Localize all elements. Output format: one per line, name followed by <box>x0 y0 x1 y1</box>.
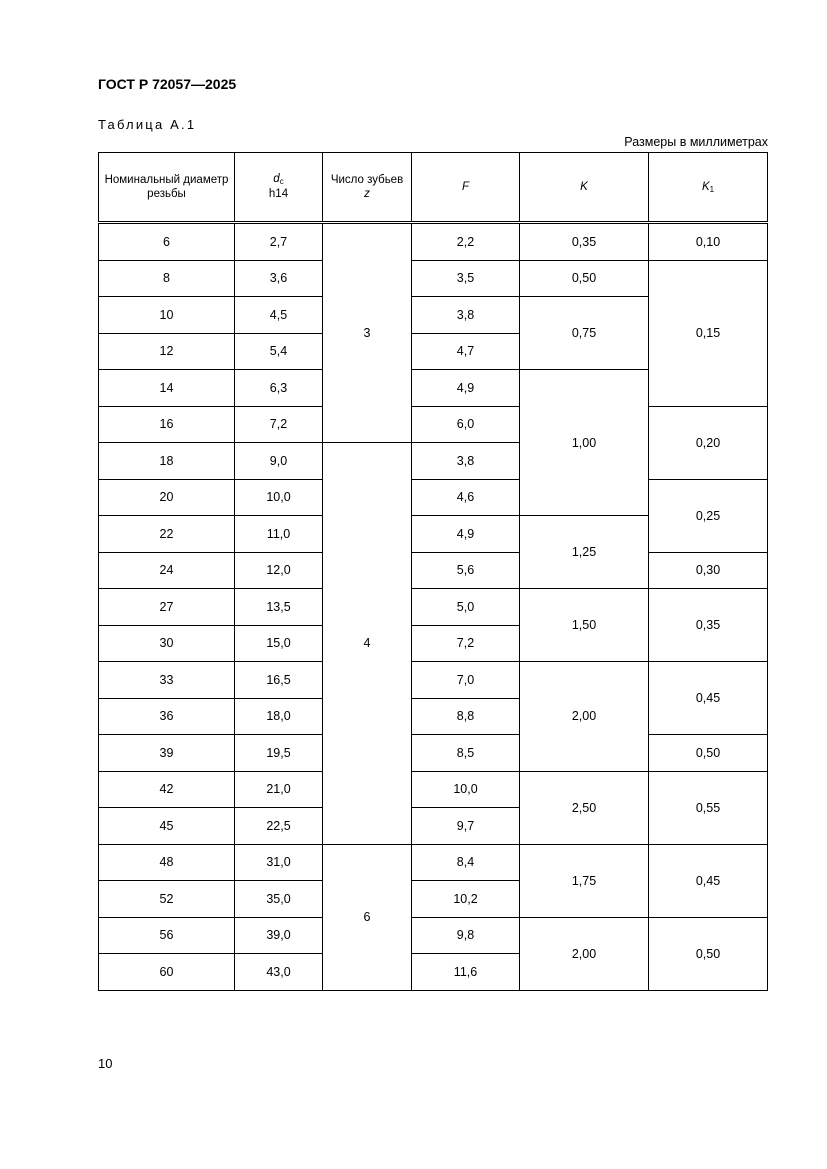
k1-cell: 0,50 <box>649 917 768 990</box>
dc-cell: 6,3 <box>235 370 323 407</box>
f-cell: 9,7 <box>412 808 520 845</box>
header-dc <box>235 153 323 223</box>
page-number: 10 <box>98 1056 113 1071</box>
dc-cell: 39,0 <box>235 917 323 954</box>
f-cell: 5,6 <box>412 552 520 589</box>
f-cell: 7,0 <box>412 662 520 699</box>
dimensions-table <box>98 152 768 991</box>
nominal-cell: 12 <box>99 333 235 370</box>
header-dc-symbol: d <box>273 173 280 186</box>
f-cell: 11,6 <box>412 954 520 991</box>
nominal-cell: 56 <box>99 917 235 954</box>
dc-cell: 43,0 <box>235 954 323 991</box>
nominal-cell: 18 <box>99 443 235 480</box>
nominal-cell: 42 <box>99 771 235 808</box>
k1-cell: 0,35 <box>649 589 768 662</box>
nominal-cell: 22 <box>99 516 235 553</box>
f-cell: 5,0 <box>412 589 520 626</box>
nominal-cell: 33 <box>99 662 235 699</box>
header-teeth-symbol: z <box>364 188 370 200</box>
dc-cell: 31,0 <box>235 844 323 881</box>
teeth-cell: 3 <box>323 223 412 443</box>
units-note: Размеры в миллиметрах <box>624 135 768 149</box>
table-row <box>99 844 768 881</box>
k1-cell: 0,10 <box>649 223 768 261</box>
f-cell: 4,9 <box>412 370 520 407</box>
k-cell: 1,75 <box>520 844 649 917</box>
nominal-cell: 6 <box>99 223 235 261</box>
k1-cell: 0,30 <box>649 552 768 589</box>
table-row <box>99 406 768 443</box>
f-cell: 8,8 <box>412 698 520 735</box>
table-row <box>99 223 768 261</box>
nominal-cell: 20 <box>99 479 235 516</box>
k-cell: 0,50 <box>520 260 649 297</box>
nominal-cell: 14 <box>99 370 235 407</box>
header-nominal-diameter-label: Номинальный диаметр резьбы <box>104 173 229 200</box>
dc-cell: 4,5 <box>235 297 323 334</box>
table-row <box>99 552 768 589</box>
table-caption: Таблица А.1 <box>98 117 197 132</box>
k1-cell: 0,20 <box>649 406 768 479</box>
nominal-cell: 52 <box>99 881 235 918</box>
header-nominal-diameter <box>99 153 235 223</box>
table-row <box>99 771 768 808</box>
k-cell: 0,75 <box>520 297 649 370</box>
nominal-cell: 45 <box>99 808 235 845</box>
dc-cell: 5,4 <box>235 333 323 370</box>
f-cell: 8,4 <box>412 844 520 881</box>
table-row <box>99 260 768 297</box>
nominal-cell: 48 <box>99 844 235 881</box>
k-cell: 1,00 <box>520 370 649 516</box>
dc-cell: 22,5 <box>235 808 323 845</box>
dc-cell: 12,0 <box>235 552 323 589</box>
f-cell: 3,8 <box>412 297 520 334</box>
dc-cell: 13,5 <box>235 589 323 626</box>
f-cell: 10,0 <box>412 771 520 808</box>
header-teeth-label: Число зубьев <box>330 173 404 186</box>
document-standard-number: ГОСТ Р 72057—2025 <box>98 76 237 92</box>
f-cell: 3,8 <box>412 443 520 480</box>
dc-cell: 9,0 <box>235 443 323 480</box>
header-dc-subscript: c <box>279 177 284 187</box>
k1-cell: 0,50 <box>649 735 768 772</box>
table-row <box>99 735 768 772</box>
f-cell: 3,5 <box>412 260 520 297</box>
table-row <box>99 917 768 954</box>
nominal-cell: 16 <box>99 406 235 443</box>
dc-cell: 35,0 <box>235 881 323 918</box>
header-k1-subscript: 1 <box>709 184 715 194</box>
header-teeth-count <box>323 153 412 223</box>
nominal-cell: 39 <box>99 735 235 772</box>
dc-cell: 11,0 <box>235 516 323 553</box>
nominal-cell: 10 <box>99 297 235 334</box>
table-header-row <box>99 153 768 223</box>
k-cell: 2,50 <box>520 771 649 844</box>
dc-cell: 21,0 <box>235 771 323 808</box>
k-cell: 1,25 <box>520 516 649 589</box>
header-dc-tolerance: h14 <box>268 188 289 201</box>
dc-cell: 3,6 <box>235 260 323 297</box>
nominal-cell: 60 <box>99 954 235 991</box>
k1-cell: 0,45 <box>649 662 768 735</box>
f-cell: 10,2 <box>412 881 520 918</box>
dc-cell: 10,0 <box>235 479 323 516</box>
nominal-cell: 30 <box>99 625 235 662</box>
f-cell: 4,7 <box>412 333 520 370</box>
nominal-cell: 24 <box>99 552 235 589</box>
f-cell: 4,6 <box>412 479 520 516</box>
f-cell: 9,8 <box>412 917 520 954</box>
dc-cell: 18,0 <box>235 698 323 735</box>
header-f <box>412 153 520 223</box>
dc-cell: 15,0 <box>235 625 323 662</box>
k-cell: 0,35 <box>520 223 649 261</box>
header-f-symbol: F <box>461 180 470 193</box>
nominal-cell: 27 <box>99 589 235 626</box>
header-k1-symbol: K <box>701 180 710 193</box>
dc-cell: 16,5 <box>235 662 323 699</box>
k1-cell: 0,15 <box>649 260 768 406</box>
k1-cell: 0,45 <box>649 844 768 917</box>
teeth-cell: 4 <box>323 443 412 845</box>
nominal-cell: 36 <box>99 698 235 735</box>
table-row <box>99 479 768 516</box>
dc-cell: 2,7 <box>235 223 323 261</box>
k-cell: 1,50 <box>520 589 649 662</box>
table-row <box>99 662 768 699</box>
table-row <box>99 589 768 626</box>
k1-cell: 0,55 <box>649 771 768 844</box>
header-k1 <box>649 153 768 223</box>
header-k-symbol: K <box>580 180 588 193</box>
f-cell: 2,2 <box>412 223 520 261</box>
f-cell: 4,9 <box>412 516 520 553</box>
header-k <box>520 153 649 223</box>
k-cell: 2,00 <box>520 917 649 990</box>
f-cell: 7,2 <box>412 625 520 662</box>
f-cell: 8,5 <box>412 735 520 772</box>
dc-cell: 7,2 <box>235 406 323 443</box>
dc-cell: 19,5 <box>235 735 323 772</box>
nominal-cell: 8 <box>99 260 235 297</box>
k1-cell: 0,25 <box>649 479 768 552</box>
f-cell: 6,0 <box>412 406 520 443</box>
k-cell: 2,00 <box>520 662 649 772</box>
teeth-cell: 6 <box>323 844 412 990</box>
